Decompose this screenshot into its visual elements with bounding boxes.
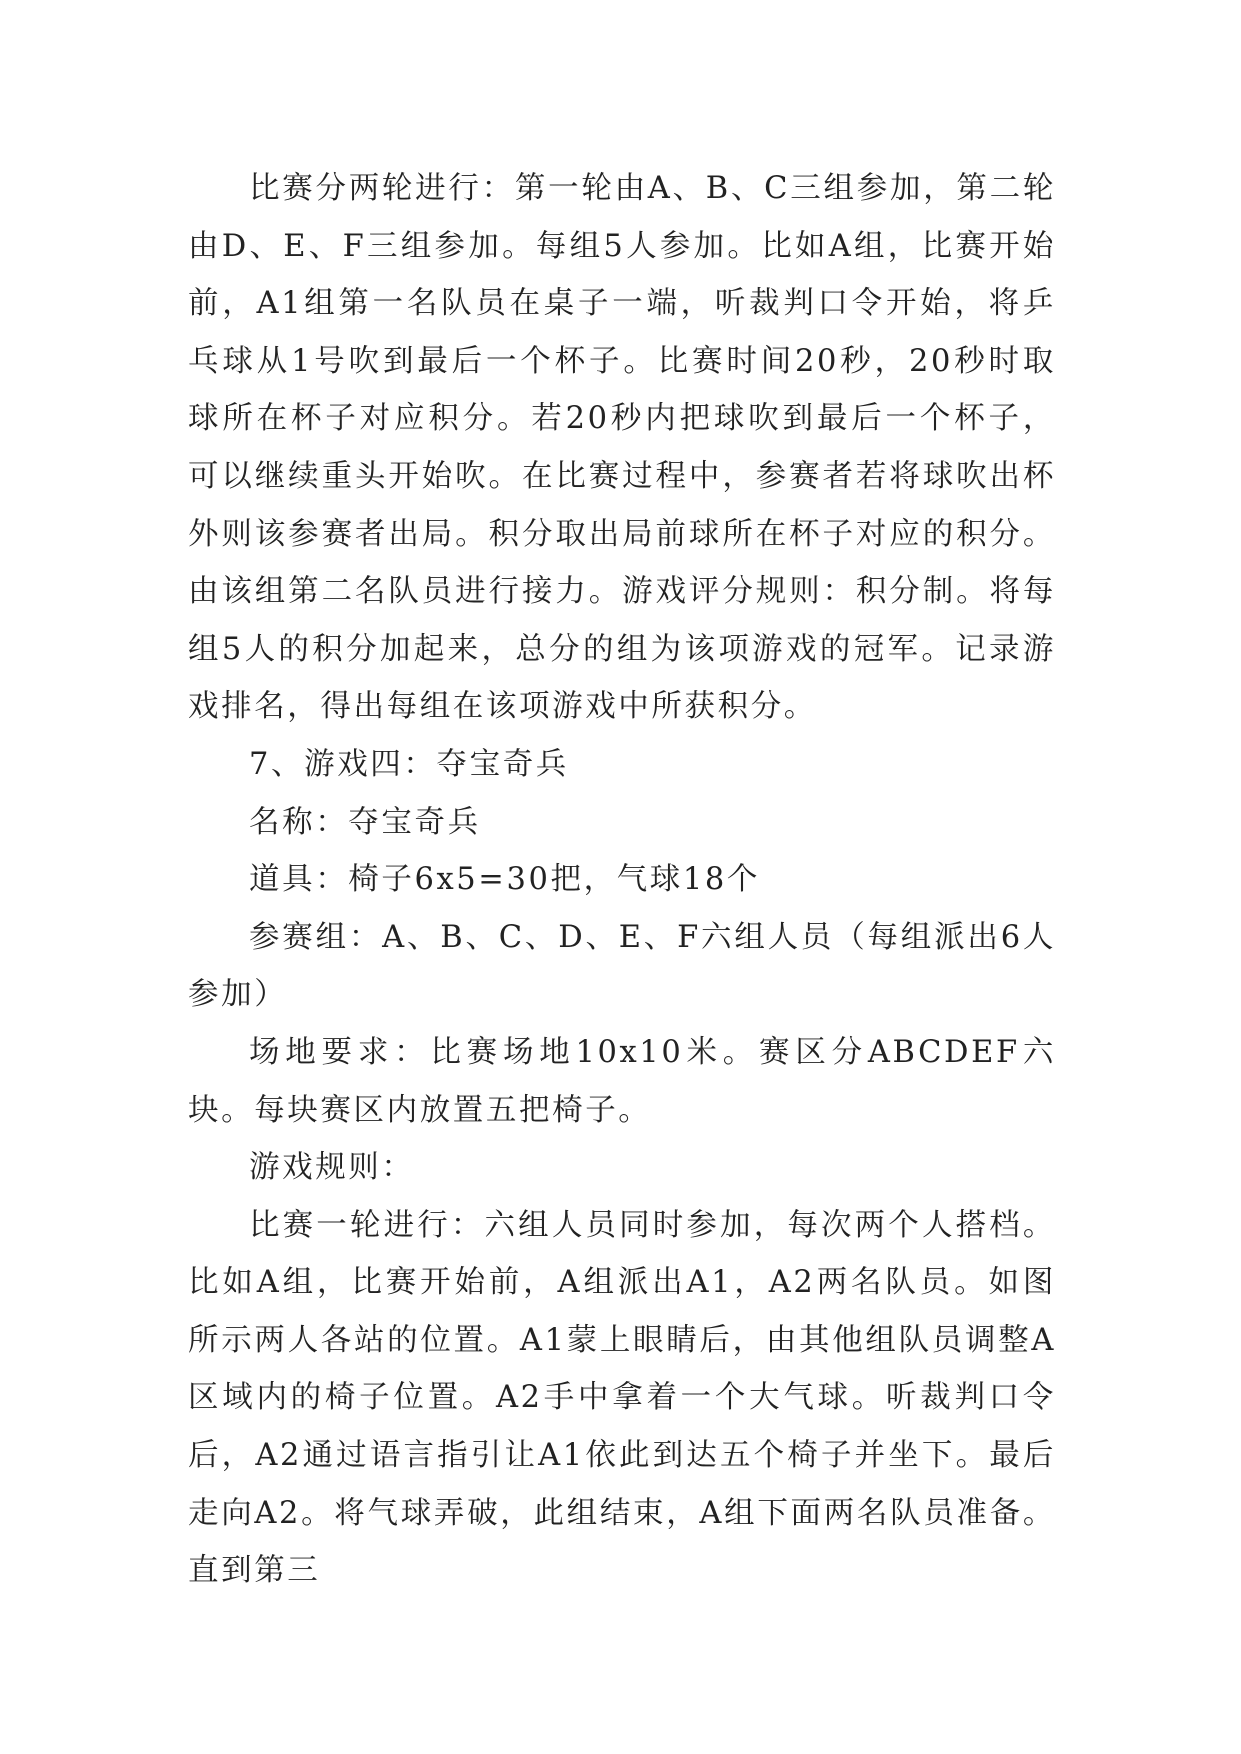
- paragraph-venue: 场地要求：比赛场地10x10米。赛区分ABCDEF六块。每块赛区内放置五把椅子。: [188, 1034, 1056, 1128]
- section-heading-game-four: 7、游戏四：夺宝奇兵: [249, 746, 569, 782]
- paragraph-rules-detail: 比赛一轮进行：六组人员同时参加，每次两个人搭档。比如A组，比赛开始前，A组派出A1，A2两名队员。如图所示两人各站的位置。A1蒙上眼睛后，由其他组队员调整A区域内的椅子位置。A2手中拿着一个大气球。听裁判口令后，A2通过语言指引让A1依此到达五个椅子并坐下。最后走向A2。将气球弄破，此组结束，A组下面两名队员准备。直到第三: [188, 1207, 1056, 1589]
- paragraph-rules-heading: 游戏规则：: [249, 1150, 415, 1186]
- paragraph-name: 名称：夺宝奇兵: [249, 804, 481, 840]
- paragraph-race-rules: 比赛分两轮进行：第一轮由A、B、C三组参加，第二轮由D、E、F三组参加。每组5人参加。比如A组，比赛开始前，A1组第一名队员在桌子一端，听裁判口令开始，将乒乓球从1号吹到最后一个杯子。比赛时间20秒，20秒时取球所在杯子对应积分。若20秒内把球吹到最后一个杯子，可以继续重头开始吹。在比赛过程中，参赛者若将球吹出杯外则该参赛者出局。积分取出局前球所在杯子对应的积分。由该组第二名队员进行接力。游戏评分规则：积分制。将每组5人的积分加起来，总分的组为该项游戏的冠军。记录游戏排名，得出每组在该项游戏中所获积分。: [188, 171, 1056, 725]
- paragraph-groups: 参赛组：A、B、C、D、E、F六组人员（每组派出6人参加）: [188, 919, 1056, 1013]
- document-body: [188, 160, 1056, 1600]
- paragraph-props: 道具：椅子6x5=30把，气球18个: [249, 862, 760, 898]
